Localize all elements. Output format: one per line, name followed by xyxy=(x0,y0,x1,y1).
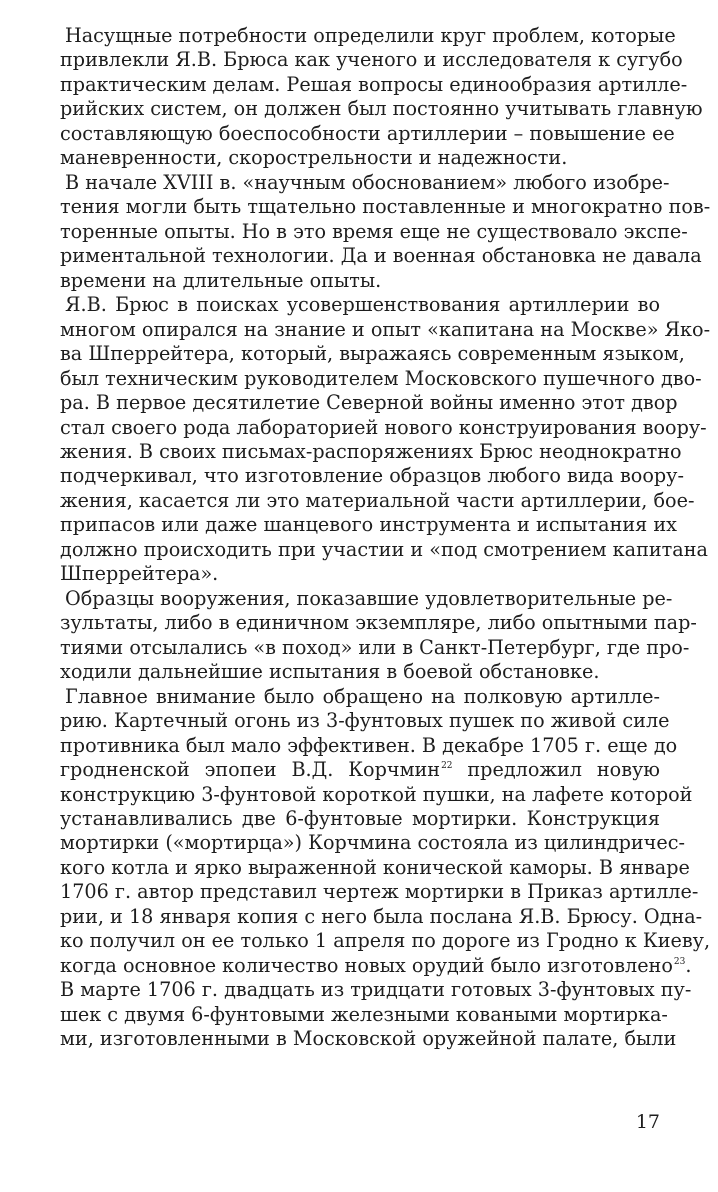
text-segment: гродненской эпопеи В.Д. Корчмин xyxy=(60,758,441,782)
text-line-with-footnote xyxy=(60,758,660,782)
paragraph-1 xyxy=(60,24,703,171)
text-line: противника был мало эффективен. В декабре 1705 г. еще до xyxy=(60,733,678,757)
text-line: Я.В. Брюс в поисках усовершенствования артиллерии во xyxy=(65,293,660,317)
text-line: жения. В своих письмах-распоряжениях Брюс неоднократно xyxy=(60,439,682,463)
text-line: стал своего рода лабораторией нового конструирования воору- xyxy=(60,415,707,439)
text-line: торенные опыты. Но в это время еще не существовало экспе- xyxy=(60,219,688,243)
text-line: рийских систем, он должен был постоянно учитывать главную xyxy=(60,97,703,121)
text-line: рии, и 18 января копия с него была послана Я.В. Брюсу. Одна- xyxy=(60,904,703,928)
text-line: мортирки («мортирца») Корчмина состояла из цилиндричес- xyxy=(60,831,685,855)
text-line: устанавливались две 6-фунтовые мортирки. Конструкция xyxy=(60,807,660,830)
text-line: припасов или даже шанцевого инструмента и испытания их xyxy=(60,513,677,537)
text-line: ва Шперрейтера, который, выражаясь современным языком, xyxy=(60,342,685,366)
text-line: В начале XVIII в. «научным обоснованием» любого изобре- xyxy=(65,170,670,194)
text-line: многом опирался на знание и опыт «капитана на Москве» Яко- xyxy=(60,317,711,341)
paragraph-4 xyxy=(60,586,697,685)
page-number: 17 xyxy=(635,1111,660,1133)
paragraph-3 xyxy=(60,293,711,587)
footnote-ref-22: 22 xyxy=(441,761,453,772)
text-line: рию. Картечный огонь из 3-фунтовых пушек по живой силе xyxy=(60,709,670,733)
text-line: тиями отсылались «в поход» или в Санкт-Петербург, где про- xyxy=(60,635,690,659)
text-line: времени на длительные опыты. xyxy=(60,268,382,292)
text-line: 1706 г. автор представил чертеж мортирки в Приказ артилле- xyxy=(60,880,699,904)
text-line: привлекли Я.В. Брюса как ученого и исследователя к сугубо xyxy=(60,48,683,72)
text-line: Главное внимание было обращено на полковую артилле- xyxy=(65,684,660,708)
text-line: тения могли быть тщательно поставленные и многократно пов- xyxy=(60,195,711,219)
main-text xyxy=(60,24,711,1052)
text-line-with-footnote xyxy=(60,953,692,978)
footnote-ref-23: 23 xyxy=(673,956,686,967)
text-segment: предложил новую xyxy=(452,758,660,782)
text-line: практическим делам. Решая вопросы единообразия артилле- xyxy=(60,72,688,96)
text-segment: . xyxy=(685,953,692,977)
text-line: подчеркивал, что изготовление образцов любого вида воору- xyxy=(60,464,684,488)
text-line: риментальной технологии. Да и военная обстановка не давала xyxy=(60,244,702,268)
text-line: ми, изготовленными в Московской оружейной палате, были xyxy=(60,1027,677,1051)
text-line: Образцы вооружения, показавшие удовлетворительные ре- xyxy=(65,586,673,610)
text-line: Шперрейтера». xyxy=(60,562,219,586)
text-line: составляющую боеспособности артиллерии – повышение ее xyxy=(60,121,675,145)
text-line: шек с двумя 6-фунтовыми железными коваными мортирка- xyxy=(60,1002,668,1026)
text-line: В марте 1706 г. двадцать из тридцати готовых 3-фунтовых пу- xyxy=(60,978,692,1002)
text-line: конструкцию 3-фунтовой короткой пушки, на лафете которой xyxy=(60,782,693,806)
text-line: был техническим руководителем Московского пушечного дво- xyxy=(60,366,702,390)
text-line: должно происходить при участии и «под смотрением капитана xyxy=(60,537,708,561)
paragraph-5 xyxy=(60,684,711,1052)
text-line: зультаты, либо в единичном экземпляре, либо опытными пар- xyxy=(60,611,697,635)
text-line: ходили дальнейшие испытания в боевой обстановке. xyxy=(60,660,600,684)
text-line: Насущные потребности определили круг проблем, которые xyxy=(65,24,676,47)
text-line: ра. В первое десятилетие Северной войны именно этот двор xyxy=(60,391,678,415)
text-line: кого котла и ярко выраженной конической каморы. В январе xyxy=(60,855,690,879)
paragraph-2 xyxy=(60,170,711,293)
text-line: ко получил он ее только 1 апреля по дороге из Гродно к Киеву, xyxy=(60,929,711,953)
text-segment: когда основное количество новых орудий было изготовлено xyxy=(60,953,673,977)
text-line: жения, касается ли это материальной части артиллерии, бое- xyxy=(60,488,695,512)
text-line: маневренности, скорострельности и надежности. xyxy=(60,146,568,170)
